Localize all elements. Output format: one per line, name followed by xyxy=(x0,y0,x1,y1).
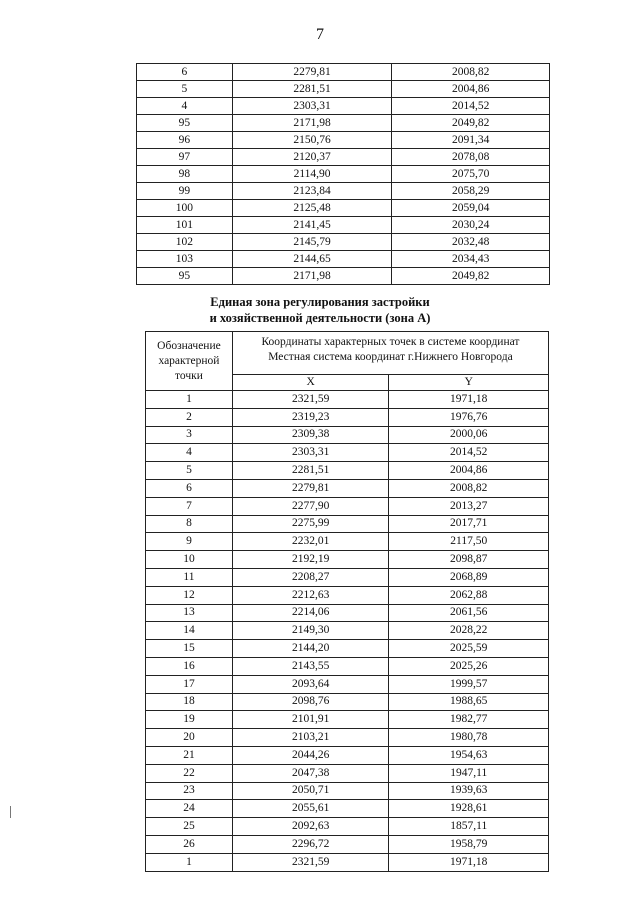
point-cell: 12 xyxy=(146,586,233,604)
y-cell: 1982,77 xyxy=(389,711,549,729)
point-cell: 5 xyxy=(146,462,233,480)
x-cell: 2208,27 xyxy=(232,568,389,586)
point-cell: 95 xyxy=(137,115,233,132)
point-cell: 15 xyxy=(146,640,233,658)
y-cell: 2004,86 xyxy=(392,81,550,98)
table-row xyxy=(146,675,549,693)
point-cell: 20 xyxy=(146,729,233,747)
x-cell: 2101,91 xyxy=(232,711,389,729)
table-body xyxy=(137,64,550,285)
header-coords-line-1: Координаты характерных точек в системе координат xyxy=(261,336,520,348)
y-cell: 2004,86 xyxy=(389,462,549,480)
x-cell: 2303,31 xyxy=(232,98,392,115)
section-title-line-2: и хозяйственной деятельности (зона А) xyxy=(209,311,431,325)
point-cell: 7 xyxy=(146,497,233,515)
point-cell: 23 xyxy=(146,782,233,800)
table-row xyxy=(146,693,549,711)
point-cell: 96 xyxy=(137,132,233,149)
y-cell: 2008,82 xyxy=(392,64,550,81)
point-cell: 11 xyxy=(146,568,233,586)
y-cell: 2091,34 xyxy=(392,132,550,149)
x-cell: 2050,71 xyxy=(232,782,389,800)
table-row xyxy=(146,622,549,640)
x-cell: 2149,30 xyxy=(232,622,389,640)
table-row xyxy=(146,408,549,426)
y-cell: 2062,88 xyxy=(389,586,549,604)
x-cell: 2125,48 xyxy=(232,200,392,217)
table-row xyxy=(146,818,549,836)
table-row xyxy=(146,391,549,409)
table-row xyxy=(146,568,549,586)
table-row xyxy=(146,746,549,764)
x-cell: 2296,72 xyxy=(232,835,389,853)
y-cell: 1988,65 xyxy=(389,693,549,711)
x-cell: 2044,26 xyxy=(232,746,389,764)
y-cell: 2059,04 xyxy=(392,200,550,217)
point-cell: 101 xyxy=(137,217,233,234)
point-cell: 100 xyxy=(137,200,233,217)
y-cell: 2025,26 xyxy=(389,657,549,675)
header-point-line-2: характерной xyxy=(158,354,220,367)
point-cell: 22 xyxy=(146,764,233,782)
point-cell: 17 xyxy=(146,675,233,693)
y-cell: 1999,57 xyxy=(389,675,549,693)
x-cell: 2214,06 xyxy=(232,604,389,622)
table-row xyxy=(146,586,549,604)
y-cell: 1958,79 xyxy=(389,835,549,853)
table-row xyxy=(146,711,549,729)
zone-a-coordinates-table xyxy=(145,331,549,872)
table-row xyxy=(146,479,549,497)
coordinates-table-continued xyxy=(136,63,550,285)
y-cell: 1976,76 xyxy=(389,408,549,426)
header-y: Y xyxy=(389,375,549,391)
x-cell: 2143,55 xyxy=(232,657,389,675)
y-cell: 1980,78 xyxy=(389,729,549,747)
y-cell: 2049,82 xyxy=(392,268,550,285)
x-cell: 2144,65 xyxy=(232,251,392,268)
y-cell: 2075,70 xyxy=(392,166,550,183)
point-cell: 5 xyxy=(137,81,233,98)
page-number: 7 xyxy=(316,26,324,43)
point-cell: 25 xyxy=(146,818,233,836)
y-cell: 1928,61 xyxy=(389,800,549,818)
x-cell: 2171,98 xyxy=(232,115,392,132)
x-cell: 2309,38 xyxy=(232,426,389,444)
x-cell: 2150,76 xyxy=(232,132,392,149)
table-row xyxy=(146,764,549,782)
table-row xyxy=(137,217,550,234)
header-coords-line-2: Местная система координат г.Нижнего Новгорода xyxy=(268,351,513,363)
table-row xyxy=(146,462,549,480)
y-cell: 2034,43 xyxy=(392,251,550,268)
section-title-line-1: Единая зона регулирования застройки xyxy=(210,295,430,309)
table-row xyxy=(146,533,549,551)
x-cell: 2098,76 xyxy=(232,693,389,711)
table-row xyxy=(137,183,550,200)
point-cell: 3 xyxy=(146,426,233,444)
x-cell: 2275,99 xyxy=(232,515,389,533)
table-row xyxy=(137,234,550,251)
table-row xyxy=(137,81,550,98)
table-row xyxy=(146,640,549,658)
y-cell: 2013,27 xyxy=(389,497,549,515)
x-cell: 2212,63 xyxy=(232,586,389,604)
x-cell: 2281,51 xyxy=(232,462,389,480)
table-row xyxy=(146,657,549,675)
table-row xyxy=(146,800,549,818)
y-cell: 2014,52 xyxy=(392,98,550,115)
point-cell: 4 xyxy=(137,98,233,115)
y-cell: 2078,08 xyxy=(392,149,550,166)
y-cell: 2032,48 xyxy=(392,234,550,251)
header-point-designation xyxy=(146,332,233,391)
y-cell: 2061,56 xyxy=(389,604,549,622)
point-cell: 2 xyxy=(146,408,233,426)
point-cell: 10 xyxy=(146,551,233,569)
table-header xyxy=(146,332,549,391)
table-row xyxy=(137,166,550,183)
x-cell: 2321,59 xyxy=(232,853,389,871)
x-cell: 2103,21 xyxy=(232,729,389,747)
y-cell: 2028,22 xyxy=(389,622,549,640)
table-row xyxy=(146,426,549,444)
y-cell: 2008,82 xyxy=(389,479,549,497)
x-cell: 2114,90 xyxy=(232,166,392,183)
point-cell: 24 xyxy=(146,800,233,818)
x-cell: 2092,63 xyxy=(232,818,389,836)
table-row xyxy=(137,115,550,132)
point-cell: 98 xyxy=(137,166,233,183)
point-cell: 1 xyxy=(146,853,233,871)
x-cell: 2321,59 xyxy=(232,391,389,409)
point-cell: 95 xyxy=(137,268,233,285)
y-cell: 2098,87 xyxy=(389,551,549,569)
point-cell: 103 xyxy=(137,251,233,268)
x-cell: 2123,84 xyxy=(232,183,392,200)
table-row xyxy=(137,251,550,268)
margin-mark xyxy=(10,806,11,818)
y-cell: 2058,29 xyxy=(392,183,550,200)
x-cell: 2093,64 xyxy=(232,675,389,693)
point-cell: 6 xyxy=(137,64,233,81)
table-row xyxy=(146,853,549,871)
x-cell: 2303,31 xyxy=(232,444,389,462)
y-cell: 1857,11 xyxy=(389,818,549,836)
table-row xyxy=(137,149,550,166)
y-cell: 2068,89 xyxy=(389,568,549,586)
header-point-line-3: точки xyxy=(175,369,203,382)
point-cell: 102 xyxy=(137,234,233,251)
table-row xyxy=(146,729,549,747)
point-cell: 16 xyxy=(146,657,233,675)
x-cell: 2144,20 xyxy=(232,640,389,658)
point-cell: 14 xyxy=(146,622,233,640)
y-cell: 2117,50 xyxy=(389,533,549,551)
table-row xyxy=(137,200,550,217)
point-cell: 1 xyxy=(146,391,233,409)
y-cell: 2025,59 xyxy=(389,640,549,658)
table-row xyxy=(146,497,549,515)
table-row xyxy=(137,268,550,285)
x-cell: 2055,61 xyxy=(232,800,389,818)
table-row xyxy=(146,444,549,462)
y-cell: 1971,18 xyxy=(389,853,549,871)
y-cell: 1947,11 xyxy=(389,764,549,782)
point-cell: 99 xyxy=(137,183,233,200)
point-cell: 18 xyxy=(146,693,233,711)
x-cell: 2141,45 xyxy=(232,217,392,234)
x-cell: 2277,90 xyxy=(232,497,389,515)
x-cell: 2171,98 xyxy=(232,268,392,285)
point-cell: 21 xyxy=(146,746,233,764)
table-row xyxy=(146,551,549,569)
x-cell: 2120,37 xyxy=(232,149,392,166)
y-cell: 1971,18 xyxy=(389,391,549,409)
y-cell: 2049,82 xyxy=(392,115,550,132)
point-cell: 26 xyxy=(146,835,233,853)
table-body xyxy=(146,391,549,872)
y-cell: 2017,71 xyxy=(389,515,549,533)
table-row xyxy=(146,835,549,853)
table-row xyxy=(137,64,550,81)
y-cell: 2000,06 xyxy=(389,426,549,444)
x-cell: 2279,81 xyxy=(232,479,389,497)
section-title xyxy=(0,294,640,326)
x-cell: 2279,81 xyxy=(232,64,392,81)
x-cell: 2192,19 xyxy=(232,551,389,569)
y-cell: 2030,24 xyxy=(392,217,550,234)
point-cell: 9 xyxy=(146,533,233,551)
point-cell: 8 xyxy=(146,515,233,533)
table-row xyxy=(146,515,549,533)
table-row xyxy=(146,604,549,622)
point-cell: 19 xyxy=(146,711,233,729)
x-cell: 2047,38 xyxy=(232,764,389,782)
y-cell: 2014,52 xyxy=(389,444,549,462)
point-cell: 97 xyxy=(137,149,233,166)
y-cell: 1939,63 xyxy=(389,782,549,800)
x-cell: 2232,01 xyxy=(232,533,389,551)
point-cell: 6 xyxy=(146,479,233,497)
point-cell: 13 xyxy=(146,604,233,622)
y-cell: 1954,63 xyxy=(389,746,549,764)
table-row xyxy=(137,132,550,149)
table-row xyxy=(137,98,550,115)
point-cell: 4 xyxy=(146,444,233,462)
header-point-line-1: Обозначение xyxy=(157,339,221,352)
header-coordinates xyxy=(232,332,548,375)
x-cell: 2145,79 xyxy=(232,234,392,251)
header-x: X xyxy=(232,375,389,391)
table-row xyxy=(146,782,549,800)
x-cell: 2319,23 xyxy=(232,408,389,426)
x-cell: 2281,51 xyxy=(232,81,392,98)
